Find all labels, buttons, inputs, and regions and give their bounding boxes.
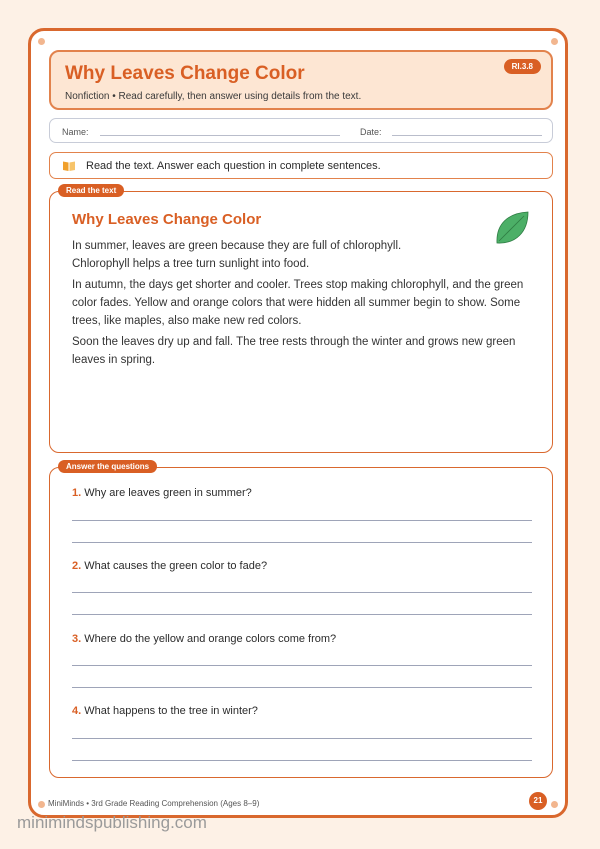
corner-dot (38, 38, 45, 45)
question-number: 4. (72, 705, 82, 717)
question-number: 2. (72, 560, 82, 572)
worksheet-header (49, 50, 553, 110)
question-1 (72, 487, 252, 499)
name-date-bar (49, 118, 553, 143)
page-number: 21 (529, 792, 547, 810)
reading-panel (49, 186, 553, 453)
answer-line[interactable] (72, 738, 532, 739)
passage-paragraph-3: Soon the leaves dry up and fall. The tree rests through the winter and grows new green leaves in spring. (72, 336, 516, 366)
answer-line[interactable] (72, 592, 532, 593)
page-title: Why Leaves Change Color (65, 63, 305, 84)
answer-line[interactable] (72, 687, 532, 688)
passage-paragraph-1: In summer, leaves are green because they are full of chlorophyll. Chlorophyll helps a tree turn sunlight into food. (72, 240, 402, 270)
question-text: Why are leaves green in summer? (84, 487, 252, 499)
page-subtitle: Nonfiction • Read carefully, then answer using details from the text. (65, 91, 362, 102)
corner-dot (38, 801, 45, 808)
corner-dot (551, 38, 558, 45)
name-field[interactable] (100, 135, 340, 136)
questions-tag: Answer the questions (58, 460, 157, 473)
question-4 (72, 705, 258, 717)
date-label: Date: (360, 127, 382, 137)
question-3 (72, 633, 336, 645)
book-icon (62, 160, 76, 175)
footer-text: MiniMinds • 3rd Grade Reading Comprehension (Ages 8–9) (48, 799, 260, 808)
answer-line[interactable] (72, 520, 532, 521)
question-2 (72, 560, 267, 572)
instructions-bar (49, 152, 553, 179)
standard-badge: RI.3.8 (504, 59, 541, 74)
date-field[interactable] (392, 135, 542, 136)
passage-title: Why Leaves Change Color (72, 211, 262, 228)
corner-dot (551, 801, 558, 808)
questions-panel (49, 462, 553, 778)
question-text: Where do the yellow and orange colors come from? (84, 633, 337, 645)
answer-line[interactable] (72, 665, 532, 666)
reading-tag: Read the text (58, 184, 124, 197)
worksheet-page (28, 28, 568, 818)
answer-line[interactable] (72, 542, 532, 543)
question-text: What causes the green color to fade? (84, 560, 268, 572)
answer-line[interactable] (72, 614, 532, 615)
question-text: What happens to the tree in winter? (84, 705, 258, 717)
name-label: Name: (62, 127, 89, 137)
passage-paragraph-2: In autumn, the days get shorter and cooler. Trees stop making chlorophyll, and the green color fades. Yellow and orange colors that were hidden all summer begin to show. Some trees, like maples, also make new red colors. (72, 279, 524, 327)
instructions-text: Read the text. Answer each question in complete sentences. (86, 160, 381, 172)
question-number: 3. (72, 633, 82, 645)
leaf-icon (494, 210, 530, 251)
answer-line[interactable] (72, 760, 532, 761)
watermark: minimindspublishing.com (17, 813, 207, 832)
question-number: 1. (72, 487, 82, 499)
